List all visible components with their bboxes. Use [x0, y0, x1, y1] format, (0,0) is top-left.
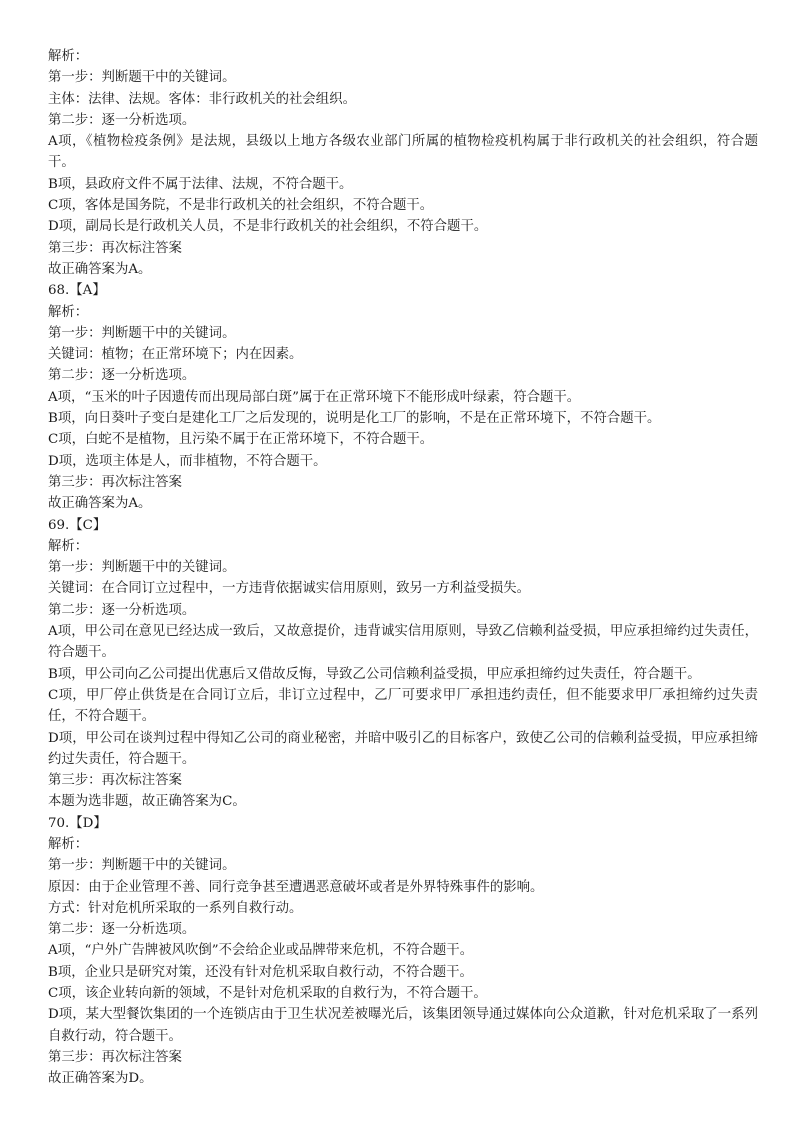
step-one: 第一步：判断题干中的关键词。 — [48, 325, 236, 341]
option-b: B项，县政府文件不属于法律、法规，不符合题干。 — [48, 176, 353, 192]
option-c: C项，该企业转向新的领域，不是针对危机采取的自救行为，不符合题干。 — [48, 986, 487, 1002]
option-a: A项，《植物检疫条例》是法规，县级以上地方各级农业部门所属的植物检疫机构属于非行政机关的社会组织，符合题干。 — [48, 134, 758, 171]
step-two: 第二步：逐一分析选项。 — [48, 112, 196, 128]
keywords: 关键词：植物；在正常环境下；内在因素。 — [48, 347, 303, 363]
option-a: A项，“户外广告牌被风吹倒”不会给企业或品牌带来危机，不符合题干。 — [48, 943, 474, 959]
answer-line: 故正确答案为A。 — [48, 261, 152, 277]
step-one: 第一步：判断题干中的关键词。 — [48, 70, 236, 86]
analysis-heading: 解析： — [48, 49, 89, 64]
step-one: 第一步：判断题干中的关键词。 — [48, 560, 236, 576]
analysis-heading: 解析： — [48, 538, 89, 554]
option-d: D项，某大型餐饮集团的一个连锁店由于卫生状况差被曝光后，该集团领导通过媒体向公众道歉，针对危机采取了一系列自救行动，符合题干。 — [48, 1007, 758, 1044]
option-c: C项，客体是国务院，不是非行政机关的社会组织，不符合题干。 — [48, 198, 434, 214]
question-header-68: 68.【A】 — [48, 283, 106, 299]
option-d: D项，选项主体是人，而非植物，不符合题干。 — [48, 453, 327, 469]
option-b: B项，甲公司向乙公司提出优惠后又借故反悔，导致乙公司信赖利益受损，甲应承担缔约过失责任，符合题干。 — [48, 666, 701, 682]
step-one: 第一步：判断题干中的关键词。 — [48, 858, 236, 874]
answer-line: 故正确答案为A。 — [48, 496, 152, 512]
step-three: 第三步：再次标注答案 — [48, 240, 182, 256]
option-c: C项，甲厂停止供货是在合同订立后，非订立过程中，乙厂可要求甲厂承担违约责任，但不能要求甲厂承担缔约过失责任，不符合题干。 — [48, 687, 758, 725]
keywords: 主体：法律、法规。客体：非行政机关的社会组织。 — [48, 91, 356, 107]
analysis-heading: 解析： — [48, 304, 89, 320]
step-three: 第三步：再次标注答案 — [48, 474, 182, 490]
option-d: D项，副局长是行政机关人员，不是非行政机关的社会组织，不符合题干。 — [48, 219, 488, 235]
answer-line: 本题为选非题，故正确答案为C。 — [48, 794, 246, 810]
method-line: 方式：针对危机所采取的一系列自救行动。 — [48, 900, 303, 916]
step-three: 第三步：再次标注答案 — [48, 1049, 182, 1065]
question-header-70: 70.【D】 — [48, 815, 107, 831]
cause-line: 原因：由于企业管理不善、同行竞争甚至遭遇恶意破坏或者是外界特殊事件的影响。 — [48, 879, 544, 895]
question-header-69: 69.【C】 — [48, 517, 107, 533]
answer-line: 故正确答案为D。 — [48, 1071, 153, 1087]
step-two: 第二步：逐一分析选项。 — [48, 602, 196, 618]
analysis-heading: 解析： — [48, 836, 89, 852]
option-b: B项，向日葵叶子变白是建化工厂之后发现的，说明是化工厂的影响，不是在正常环境下，不符合题干。 — [48, 411, 661, 427]
step-two: 第二步：逐一分析选项。 — [48, 368, 196, 384]
option-c: C项，白蛇不是植物，且污染不属于在正常环境下，不符合题干。 — [48, 432, 434, 448]
document-body — [48, 46, 758, 1090]
step-two: 第二步：逐一分析选项。 — [48, 922, 196, 938]
option-a: A项，甲公司在意见已经达成一致后，又故意提价，违背诚实信用原则，导致乙信赖利益受损，甲应承担缔约过失责任，符合题干。 — [48, 624, 758, 661]
keywords: 关键词：在合同订立过程中，一方违背依据诚实信用原则，致另一方利益受损失。 — [48, 581, 531, 597]
option-d: D项，甲公司在谈判过程中得知乙公司的商业秘密，并暗中吸引乙的目标客户，致使乙公司的信赖利益受损，甲应承担缔约过失责任，符合题干。 — [48, 730, 758, 767]
option-b: B项，企业只是研究对策，还没有针对危机采取自救行动，不符合题干。 — [48, 964, 473, 980]
step-three: 第三步：再次标注答案 — [48, 773, 182, 789]
option-a: A项，“玉米的叶子因遗传而出现局部白斑”属于在正常环境下不能形成叶绿素，符合题干。 — [48, 389, 581, 405]
